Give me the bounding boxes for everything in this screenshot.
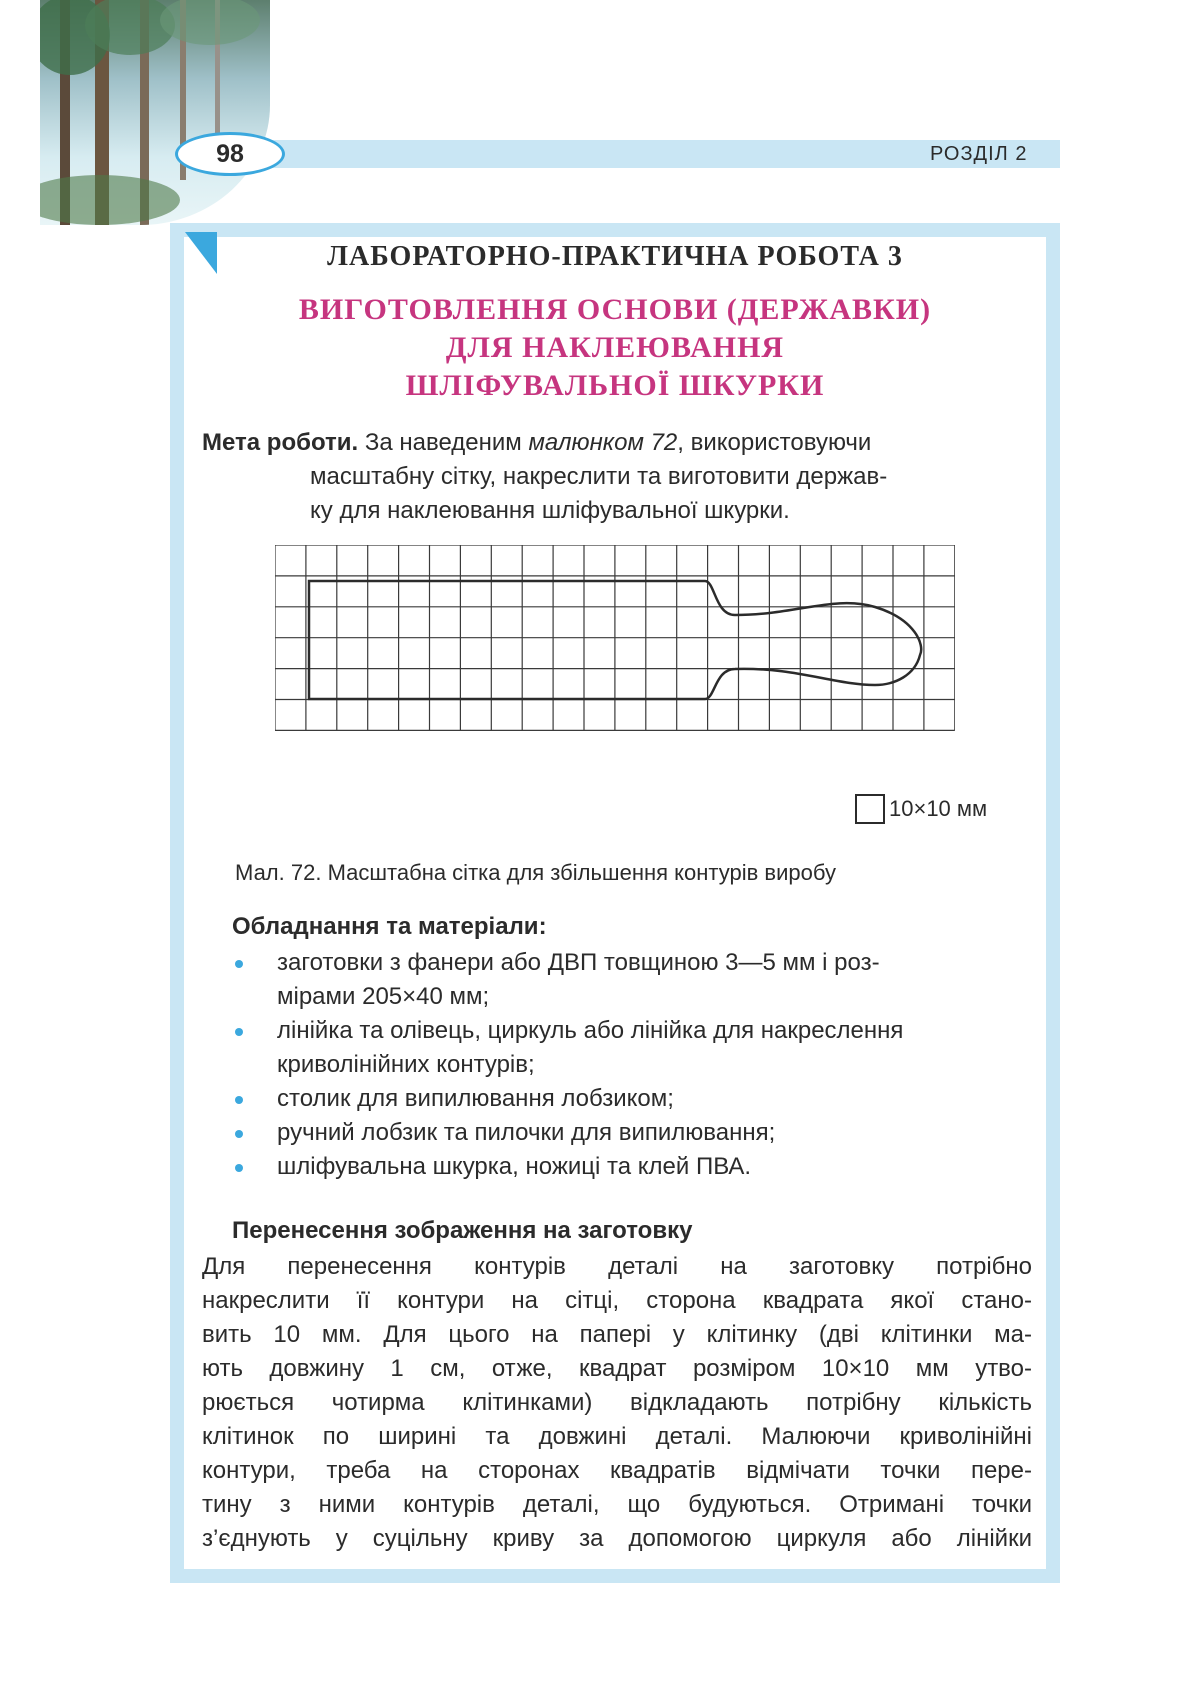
goal-line-2: масштабну сітку, накреслити та виготовити держав- (310, 463, 888, 490)
page-number: 98 (175, 132, 285, 176)
paragraph-line: накреслити її контури на сітці, сторона квадрата якої стано- (202, 1287, 1032, 1314)
list-item (232, 1150, 1032, 1184)
scale-legend (855, 792, 987, 826)
equipment-list (232, 946, 1032, 1184)
list-item (232, 1116, 1032, 1150)
bullet-icon (235, 1028, 243, 1036)
paragraph-line: ють довжину 1 см, отже, квадрат розміром 10×10 мм утво- (202, 1355, 1032, 1382)
paragraph-line: рюється чотирма клітинками) відкладають потрібну кількість (202, 1389, 1032, 1416)
paragraph-line: Для перенесення контурів деталі на заготовку потрібно (202, 1253, 1032, 1280)
paragraph-line: контури, треба на сторонах квадратів відмічати точки пере- (202, 1457, 1032, 1484)
goal-label: Мета роботи. (202, 429, 359, 456)
paragraph-line: вить 10 мм. Для цього на папері у клітинку (дві клітинки ма- (202, 1321, 1032, 1348)
scale-grid-figure (275, 545, 955, 740)
bullet-icon (235, 960, 243, 968)
transfer-heading: Перенесення зображення на заготовку (232, 1217, 693, 1244)
lab-subtitle-line-1: ВИГОТОВЛЕННЯ ОСНОВИ (ДЕРЖАВКИ) (298, 293, 932, 326)
list-item (232, 1082, 1032, 1116)
list-item-text: ручний лобзик та пилочки для випилювання; (277, 1119, 776, 1146)
forest-trees-image (40, 0, 270, 225)
list-item (232, 1014, 1032, 1082)
goal-line-3: ку для наклеювання шліфувальної шкурки. (310, 497, 790, 524)
paragraph-line: тину з ними контурів деталі, що будуються. Отримані точки (202, 1491, 1032, 1518)
goal-text-before: За наведеним (358, 429, 529, 456)
scale-square-icon (855, 794, 885, 824)
bullet-icon (235, 1130, 243, 1138)
figure-caption: Мал. 72. Масштабна сітка для збільшення контурів виробу (235, 860, 836, 885)
holder-outline-grid (275, 545, 955, 735)
list-item (232, 946, 1032, 1014)
paragraph-line: з’єднують у суцільну криву за допомогою циркуля або лінійки (202, 1525, 1032, 1552)
list-item-text: лінійка та олівець, циркуль або лінійка для накреслення (277, 1017, 904, 1044)
transfer-paragraph (202, 1250, 1032, 1556)
bullet-icon (235, 1164, 243, 1172)
paragraph-line: клітинок по ширині та довжині деталі. Малюючи криволінійні (202, 1423, 1032, 1450)
list-item-text: столик для випилювання лобзиком; (277, 1085, 674, 1112)
scale-label: 10×10 мм (889, 796, 988, 821)
list-item-text: заготовки з фанери або ДВП товщиною 3—5 мм і роз- (277, 949, 880, 976)
goal-paragraph (202, 426, 1032, 528)
bullet-icon (235, 1096, 243, 1104)
list-item-text: шліфувальна шкурка, ножиці та клей ПВА. (277, 1153, 752, 1180)
equipment-heading: Обладнання та матеріали: (232, 913, 547, 940)
goal-figure-ref: малюнком 72 (528, 429, 678, 456)
list-item-text: криволінійних контурів; (277, 1051, 535, 1078)
lab-subtitle-line-2: ДЛЯ НАКЛЕЮВАННЯ (445, 331, 785, 364)
list-item-text: мірами 205×40 мм; (277, 983, 490, 1010)
lab-title: ЛАБОРАТОРНО-ПРАКТИЧНА РОБОТА 3 (327, 241, 903, 272)
forest-photo (40, 0, 270, 225)
section-label: РОЗДІЛ 2 (930, 143, 1028, 165)
goal-text-after: , використовуючи (677, 429, 872, 456)
lab-subtitle-line-3: ШЛІФУВАЛЬНОЇ ШКУРКИ (405, 369, 825, 402)
